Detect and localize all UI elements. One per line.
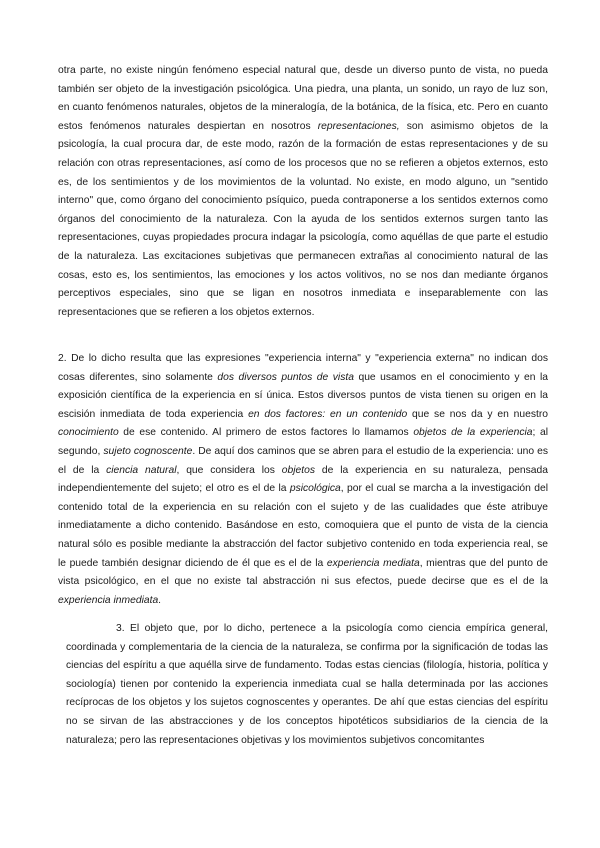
text-run: 2. De lo dicho resulta que las expresiones "experiencia interna" y "experiencia externa" no indican dos cosas diferentes, sino solamente <box>58 353 548 383</box>
italic-text: experiencia mediata <box>326 557 420 569</box>
italic-text: psicológica <box>289 483 341 495</box>
text-run: , por el cual se marcha a la investigación del contenido total de la experiencia en su relación con el sujeto y de las cualidades que éste atribuye inmediatamente a dicho contenido. Basándose en esto, comoquiera que el punto de vista de la ciencia natural sólo es posible mediante la abstracción del factor subjetivo contenido en toda experiencia real, se le puede también designar diciendo de él que es el de la <box>58 483 548 569</box>
italic-text: sujeto cognoscente <box>103 445 193 457</box>
italic-text: conocimiento <box>58 427 119 439</box>
text-run: otra parte, no existe ningún fenómeno especial natural que, desde un diverso punto de vista, no pueda también ser objeto de la investigación psicológica. Una piedra, una planta, un sonido, un rayo de luz son, en cuanto fenómenos naturales, objetos de la mineralogía, de la botánica, de la física, etc. Pero en cuanto estos fenómenos naturales despiertan en nosotros <box>58 65 548 132</box>
text-run: de ese contenido. Al primero de estos factores lo llamamos <box>118 427 414 439</box>
italic-text: en dos factores: en un contenido <box>248 408 408 420</box>
paragraph <box>58 350 548 610</box>
text-run: , que considera los <box>176 464 282 476</box>
text-run: , mientras que del punto de vista psicológico, en el que no existe tal abstracción ni sus efectos, puede decirse que es el de la <box>58 557 548 588</box>
paragraph <box>58 62 548 322</box>
text-run: ; al segundo, <box>58 427 548 457</box>
text-run: de la experiencia en su naturaleza, pensada independientemente del sujeto; el otro es el de la <box>58 464 548 495</box>
italic-text: dos diversos puntos de vista <box>217 371 354 383</box>
italic-text: ciencia natural <box>106 464 177 476</box>
text-run: . De aquí dos caminos que se abren para el estudio de la experiencia: uno es el de la <box>58 445 549 476</box>
text-run: que usamos en el conocimiento y en la exposición científica de la experiencia en sí única. Estos diversos puntos de vista tienen su origen en la escisión inmediata de toda experiencia <box>58 371 549 420</box>
text-run: 3. El objeto que, por lo dicho, pertenece a la psicología como ciencia empírica general, coordinada y complementaria de la ciencia de la naturaleza, se confirma por la significación de todas las ciencias del espíritu a que aquélla sirve de fundamento. Todas estas ciencias (filología, historia, política y sociología) tienen por contenido la experiencia inmediata cual se halla determinada por las acciones recíprocas de los objetos y los sujetos cognoscentes y operantes. De ahí que estas ciencias del espíritu no se sirvan de las abstracciones y de los conceptos hipotéticos subsidiarios de la ciencia de la naturaleza; pero las representaciones objetivas y los movimientos subjetivos concomitantes <box>66 623 548 746</box>
italic-text: representaciones, <box>317 120 400 132</box>
italic-text: experiencia inmediata <box>58 594 159 606</box>
text-run: . <box>158 594 162 606</box>
text-run: que se nos da y en nuestro <box>407 408 548 420</box>
italic-text: objetos de la experiencia <box>413 427 533 439</box>
text-run: son asimismo objetos de la psicología, la cual procura dar, de este modo, razón de la formación de estas representaciones y de su relación con otras representaciones, así como de los procesos que no se refieren a objetos externos, esto es, de los sentimientos y de los movimientos de la voluntad. No existe, en modo alguno, un "sentido interno" que, como órgano del conocimiento psíquico, pueda contraponerse a los sentidos externos como órganos del conocimiento de la naturaleza. Con la ayuda de los sentidos externos surgen tanto las representaciones, cuyas propiedades procura indagar la psicología, como aquéllas de que parte el estudio de la naturaleza. Las excitaciones subjetivas que permanecen extrañas al conocimiento natural de las cosas, esto es, los sentimientos, las emociones y los actos volitivos, no se nos dan mediante órganos perceptivos especiales, sino que se ligan en nosotros inmediata e inseparablemente con las representaciones que se refieren a los objetos externos. <box>58 120 548 318</box>
paragraph <box>66 620 548 750</box>
italic-text: objetos <box>281 464 316 476</box>
